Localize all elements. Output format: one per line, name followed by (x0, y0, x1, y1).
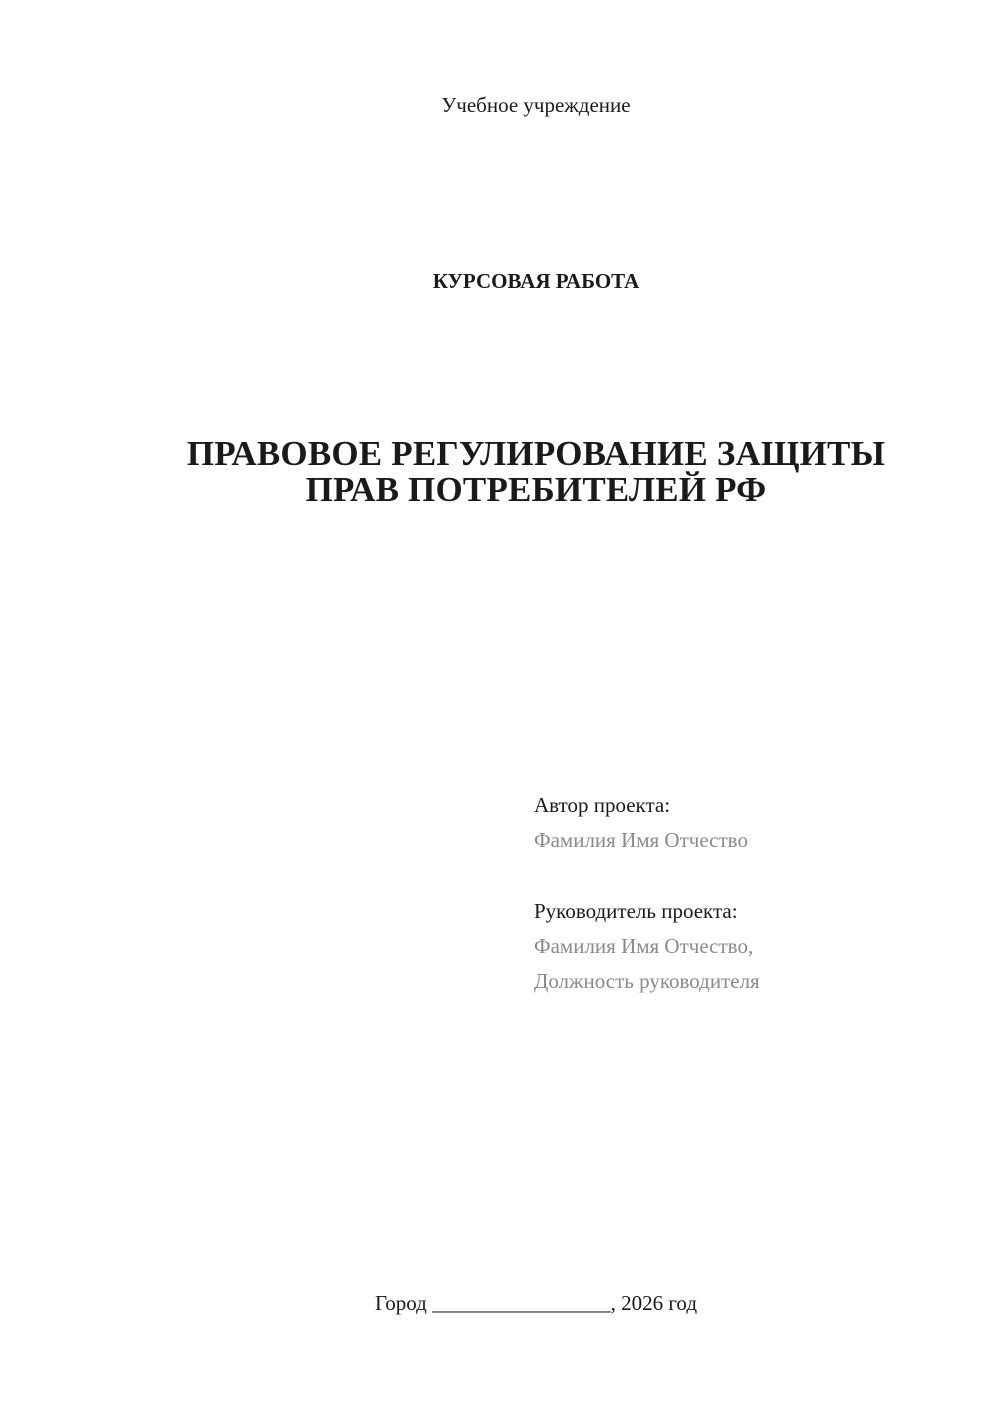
supervisor-position: Должность руководителя (534, 969, 760, 993)
footer-blank-line: _________________ (432, 1291, 611, 1315)
footer-city: Город (374, 1291, 427, 1315)
document-title (0, 436, 1000, 508)
work-type-heading: КУРСОВАЯ РАБОТА (432, 269, 640, 293)
author-label: Автор проекта: (534, 793, 671, 817)
supervisor-label: Руководитель проекта: (534, 899, 738, 923)
document-title-line-1: ПРАВОВОЕ РЕГУЛИРОВАНИЕ ЗАЩИТЫ (186, 434, 886, 473)
supervisor-name: Фамилия Имя Отчество, (534, 934, 754, 958)
author-name: Фамилия Имя Отчество (534, 828, 748, 852)
footer-year: , 2026 год (610, 1291, 698, 1315)
institution-name: Учебное учреждение (441, 93, 631, 117)
city-year-footer (0, 1290, 1000, 1316)
document-title-line-2: ПРАВ ПОТРЕБИТЕЛЕЙ РФ (305, 470, 767, 509)
signature-block (534, 788, 760, 999)
signature-spacer (534, 858, 760, 894)
